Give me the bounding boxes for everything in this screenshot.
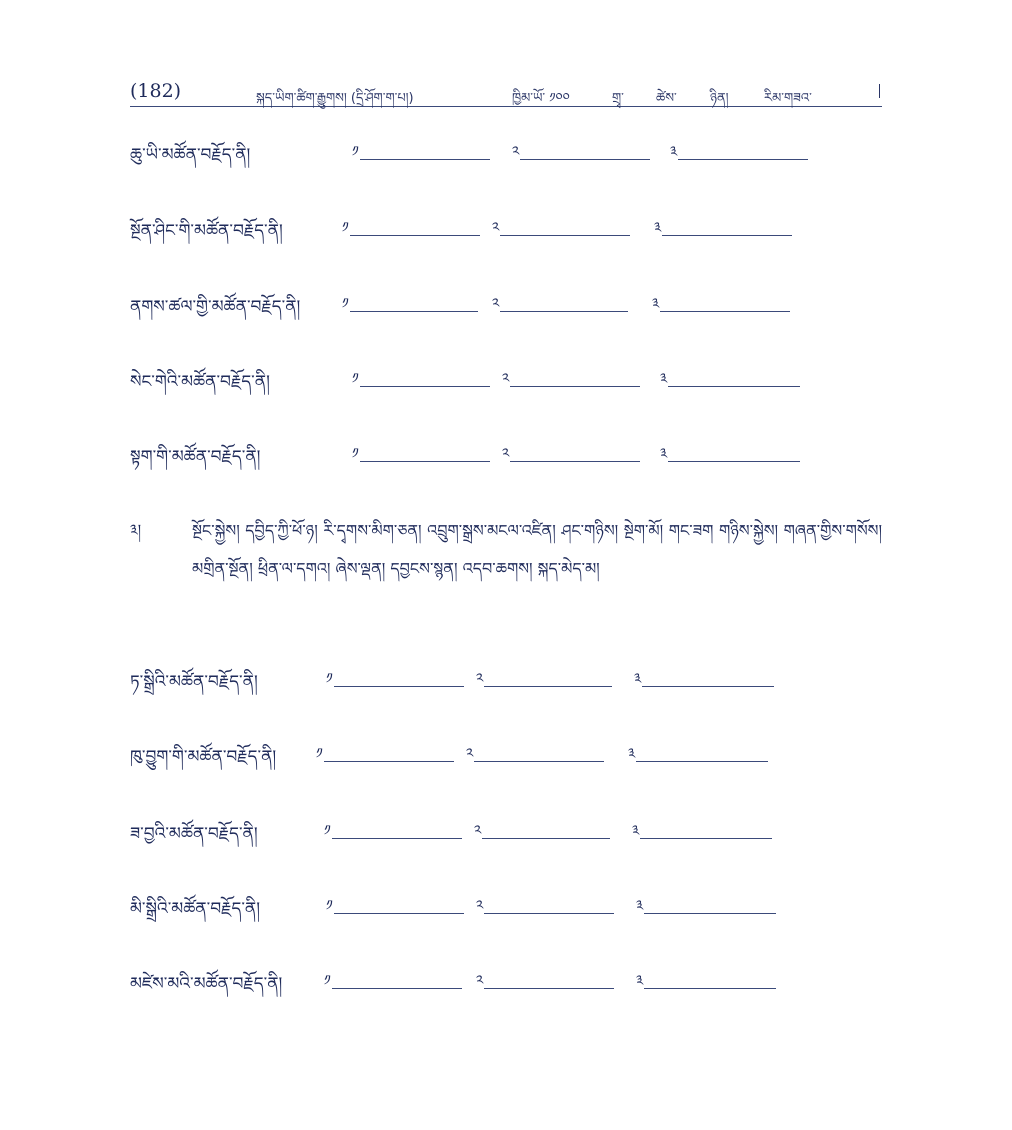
blank-line bbox=[484, 988, 614, 989]
answer-blank-1[interactable] bbox=[352, 360, 490, 390]
blank-number: ༣ bbox=[632, 823, 640, 839]
blank-number: ༢ bbox=[474, 823, 482, 839]
blank-line bbox=[644, 913, 776, 914]
blank-line bbox=[360, 461, 490, 462]
blank-line bbox=[668, 386, 800, 387]
answer-blank-3[interactable] bbox=[636, 962, 776, 992]
blank-number: ༣ bbox=[660, 446, 668, 462]
blank-line bbox=[500, 235, 630, 236]
question-label: མི་སྒྲིའི་མཚོན་བརྗོད་ནི། bbox=[130, 899, 260, 919]
blank-number: ༢ bbox=[502, 446, 510, 462]
blank-line bbox=[510, 386, 640, 387]
question-label: སྔོན་ཤིང་གི་མཚོན་བརྗོད་ནི། bbox=[130, 221, 283, 241]
blank-line bbox=[332, 988, 462, 989]
blank-line bbox=[360, 386, 490, 387]
blank-number: ༣ bbox=[634, 671, 642, 687]
blank-line bbox=[662, 235, 792, 236]
blank-line bbox=[484, 686, 612, 687]
blank-line bbox=[334, 686, 464, 687]
answer-blank-1[interactable] bbox=[326, 660, 464, 690]
question-row bbox=[130, 660, 890, 690]
blank-number: ༡ bbox=[324, 823, 331, 839]
answer-blank-3[interactable] bbox=[654, 209, 792, 239]
paragraph-text: སྔོང་སྐྱེས། དབྱིད་ཀྱི་ཕོ་ཉ། རི་དྭགས་མིག་ཅན། འབྲུག་སྒྲས་མངལ་འཛིན། ཤང་གཉིས། སྔེག་མོ། གང་ཟག གཉིས་སྐྱེས། གཞན་གྱིས་གསོས། མགྲིན་སྔོན། ཕྲིན་ལ་དགའ། ཞེས་ལྡན། དབྱངས་སྙན། འདབ་ཆགས། སྐད་མེད་མ། bbox=[192, 521, 882, 578]
question-label: མཛེས་མའི་མཚོན་བརྗོད་ནི། bbox=[130, 974, 283, 994]
answer-blank-1[interactable] bbox=[316, 735, 454, 765]
blank-line bbox=[334, 913, 464, 914]
answer-blank-1[interactable] bbox=[324, 962, 462, 992]
question-row bbox=[130, 360, 890, 390]
blank-line bbox=[332, 838, 462, 839]
blank-number: ༣ bbox=[628, 746, 636, 762]
page-header bbox=[130, 80, 882, 107]
blank-number: ༢ bbox=[466, 746, 474, 762]
name-label: རིམ་གཟའ་ bbox=[764, 91, 812, 106]
answer-blank-2[interactable] bbox=[492, 209, 630, 239]
question-row bbox=[130, 209, 890, 239]
question-label: སྟག་གི་མཚོན་བརྗོད་ནི། bbox=[130, 447, 261, 467]
blank-number: ༢ bbox=[492, 220, 500, 236]
book-title: སྐད་ཡིག་ཚིག་རྒྱུགས། (དྲི་ཤོག་ག་པ།) bbox=[256, 91, 414, 106]
blank-number: ༣ bbox=[654, 220, 662, 236]
blank-number: ༡ bbox=[324, 973, 331, 989]
blank-line bbox=[640, 838, 772, 839]
answer-blank-3[interactable] bbox=[632, 812, 772, 842]
class-label: ཚེས་ bbox=[656, 91, 677, 106]
answer-blank-2[interactable] bbox=[502, 435, 640, 465]
blank-number: ༣ bbox=[660, 371, 668, 387]
blank-number: ༡ bbox=[352, 371, 359, 387]
question-row bbox=[130, 812, 890, 842]
blank-number: ༡ bbox=[342, 220, 349, 236]
blank-line bbox=[500, 311, 628, 312]
page-number: (182) bbox=[130, 80, 182, 102]
answer-blank-1[interactable] bbox=[352, 133, 490, 163]
question-row bbox=[130, 435, 890, 465]
blank-number: ༢ bbox=[476, 973, 484, 989]
blank-number: ༡ bbox=[326, 898, 333, 914]
answer-blank-3[interactable] bbox=[660, 435, 800, 465]
question-row bbox=[130, 133, 890, 163]
blank-number: ༢ bbox=[512, 144, 520, 160]
answer-blank-1[interactable] bbox=[352, 435, 490, 465]
answer-blank-2[interactable] bbox=[466, 735, 604, 765]
blank-line bbox=[636, 761, 768, 762]
blank-number: ༣ bbox=[636, 898, 644, 914]
blank-line bbox=[360, 159, 490, 160]
question-label: ཟ་བྱའི་མཚོན་བརྗོད་ནི། bbox=[130, 824, 258, 844]
question-label: ཏ་སྒྲིའི་མཚོན་བརྗོད་ནི། bbox=[130, 672, 258, 692]
blank-line bbox=[324, 761, 454, 762]
blank-number: ༣ bbox=[652, 296, 660, 312]
date-label: ཉིན། bbox=[710, 91, 729, 106]
question-label: ཆུ་ཡི་མཚོན་བརྗོད་ནི། bbox=[130, 145, 251, 165]
question-row bbox=[130, 962, 890, 992]
question-row bbox=[130, 285, 890, 315]
question-label: ནགས་ཚལ་གྱི་མཚོན་བརྗོད་ནི། bbox=[130, 297, 301, 317]
blank-number: ༢ bbox=[492, 296, 500, 312]
question-row bbox=[130, 887, 890, 917]
answer-blank-2[interactable] bbox=[476, 887, 614, 917]
blank-number: ༡ bbox=[342, 296, 349, 312]
blank-line bbox=[350, 235, 480, 236]
blank-line bbox=[510, 461, 640, 462]
blank-line bbox=[520, 159, 650, 160]
grade-label: གྲྭ་ bbox=[612, 91, 624, 106]
blank-line bbox=[482, 838, 610, 839]
answer-blank-2[interactable] bbox=[476, 962, 614, 992]
blank-number: ༡ bbox=[352, 144, 359, 160]
answer-blank-2[interactable] bbox=[492, 285, 628, 315]
blank-line bbox=[644, 988, 776, 989]
blank-number: ༢ bbox=[476, 898, 484, 914]
blank-number: ༡ bbox=[326, 671, 333, 687]
total-label: ཁྱིམ་ཡོ་ ༡༠༠ bbox=[512, 91, 570, 106]
answer-blank-2[interactable] bbox=[512, 133, 650, 163]
blank-number: ༢ bbox=[476, 671, 484, 687]
question-row bbox=[130, 735, 890, 765]
answer-blank-3[interactable] bbox=[634, 660, 774, 690]
blank-line bbox=[668, 461, 800, 462]
answer-blank-3[interactable] bbox=[660, 360, 800, 390]
blank-line bbox=[474, 761, 604, 762]
answer-blank-1[interactable] bbox=[342, 285, 478, 315]
blank-line bbox=[678, 159, 808, 160]
blank-number: ༡ bbox=[316, 746, 323, 762]
answer-blank-3[interactable] bbox=[628, 735, 768, 765]
question-label: སེང་གེའི་མཚོན་བརྗོད་ནི། bbox=[130, 372, 270, 392]
answer-blank-3[interactable] bbox=[652, 285, 790, 315]
answer-blank-2[interactable] bbox=[502, 360, 640, 390]
answer-blank-3[interactable] bbox=[636, 887, 776, 917]
question-label: ཁུ་བྱུག་གི་མཚོན་བརྗོད་ནི། bbox=[130, 747, 277, 767]
blank-number: ༣ bbox=[636, 973, 644, 989]
answer-blank-2[interactable] bbox=[476, 660, 612, 690]
blank-line bbox=[642, 686, 774, 687]
answer-blank-1[interactable] bbox=[342, 209, 480, 239]
blank-line bbox=[350, 311, 478, 312]
blank-line bbox=[660, 311, 790, 312]
paragraph-number: ༣། bbox=[130, 521, 142, 539]
blank-number: ༡ bbox=[352, 446, 359, 462]
blank-line bbox=[484, 913, 614, 914]
header-bar bbox=[879, 84, 880, 98]
answer-blank-1[interactable] bbox=[326, 887, 464, 917]
answer-blank-1[interactable] bbox=[324, 812, 462, 842]
blank-number: ༢ bbox=[502, 371, 510, 387]
answer-blank-3[interactable] bbox=[670, 133, 808, 163]
answer-blank-2[interactable] bbox=[474, 812, 610, 842]
blank-number: ༣ bbox=[670, 144, 678, 160]
